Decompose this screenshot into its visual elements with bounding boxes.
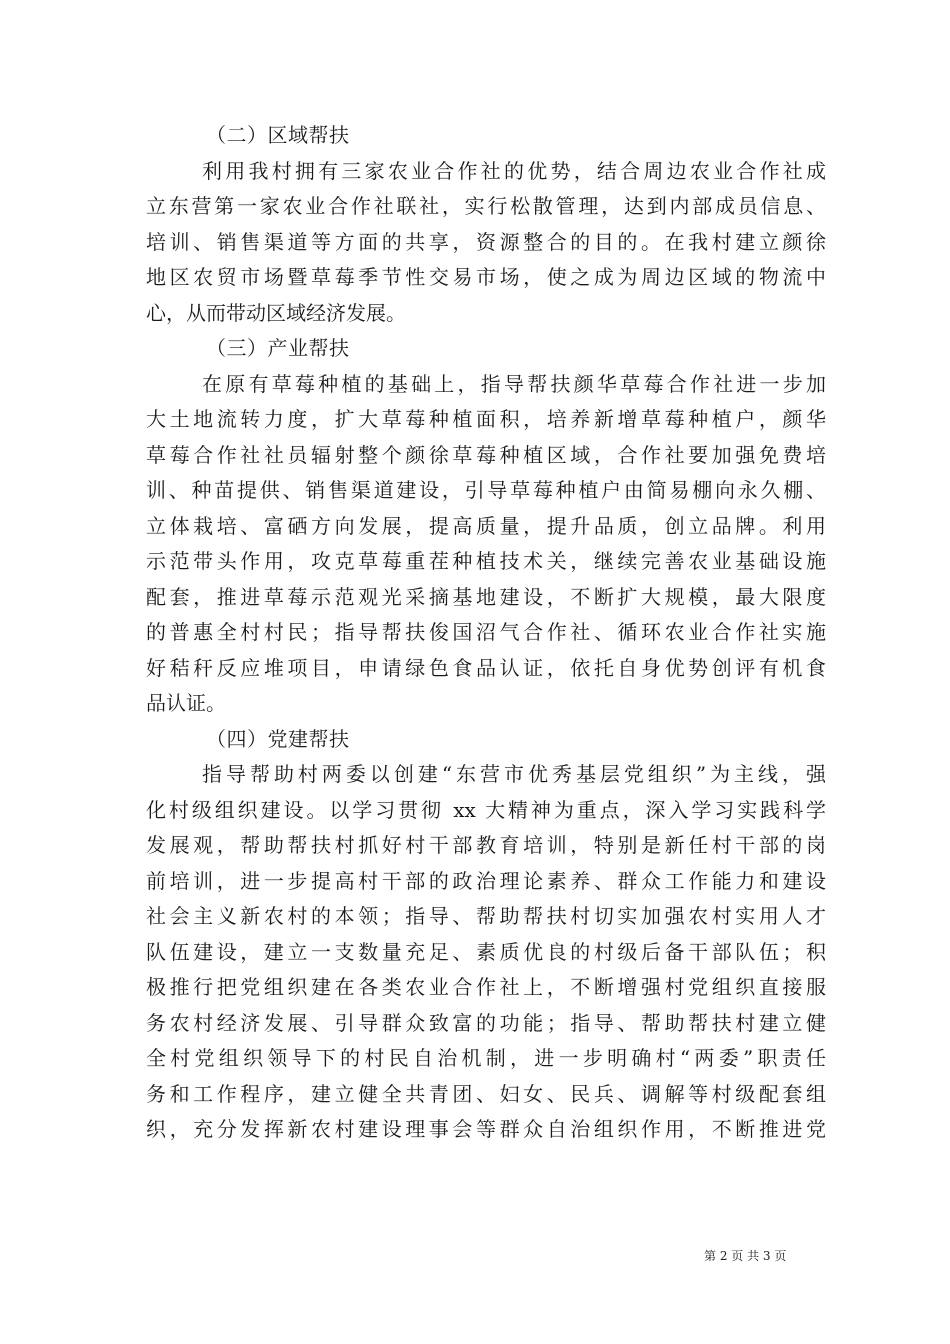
text-line: 前培训，进一步提高村干部的政治理论素养、群众工作能力和建设 — [146, 868, 826, 893]
section-heading-regional: （二）区域帮扶 — [206, 123, 350, 147]
text-line: 极推行把党组织建在各类农业合作社上，不断增强村党组织直接服 — [146, 975, 826, 999]
text-line: 在原有草莓种植的基础上，指导帮扶颜华草莓合作社进一步加 — [202, 371, 826, 396]
section-heading-party-building: （四）党建帮扶 — [206, 726, 350, 751]
text-line: 化村级组织建设。以学习贯彻 xx 大精神为重点，深入学习实践科学 — [146, 797, 826, 822]
paragraph-regional — [146, 154, 826, 332]
text-line: 地区农贸市场暨草莓季节性交易市场，使之成为周边区域的物流中 — [146, 265, 826, 289]
paragraph-party-building — [146, 757, 826, 1148]
text-line: 好秸秆反应堆项目，申请绿色食品认证，依托自身优势创评有机食 — [146, 655, 826, 680]
text-line: 示范带头作用，攻克草莓重茬种植技术关，继续完善农业基础设施 — [146, 549, 826, 573]
paragraph-industry — [146, 367, 826, 722]
text-line: 立体栽培、富硒方向发展，提高质量，提升品质，创立品牌。利用 — [146, 513, 826, 538]
text-line: 的普惠全村村民；指导帮扶俊国沼气合作社、循环农业合作社实施 — [146, 620, 826, 644]
text-line: 配套，推进草莓示范观光采摘基地建设，不断扩大规模，最大限度 — [146, 584, 826, 609]
text-line: 织，充分发挥新农村建设理事会等群众自治组织作用，不断推进党 — [146, 1117, 826, 1141]
page-number: 第 2 页 共 3 页 — [704, 1249, 787, 1263]
text-line: 务和工作程序，建立健全共青团、妇女、民兵、调解等村级配套组 — [146, 1081, 826, 1106]
text-line: 利用我村拥有三家农业合作社的优势，结合周边农业合作社成 — [202, 158, 826, 183]
text-line: 发展观，帮助帮扶村抓好村干部教育培训，特别是新任村干部的岗 — [146, 833, 826, 857]
text-line: 培训、销售渠道等方面的共享，资源整合的目的。在我村建立颜徐 — [146, 229, 826, 254]
text-line: 大土地流转力度，扩大草莓种植面积，培养新增草莓种植户，颜华 — [146, 407, 826, 431]
text-line: 队伍建设，建立一支数量充足、素质优良的村级后备干部队伍；积 — [146, 939, 826, 964]
text-line: 训、种苗提供、销售渠道建设，引导草莓种植户由简易棚向永久棚、 — [146, 478, 826, 502]
text-line: 指导帮助村两委以创建“东营市优秀基层党组织”为主线，强 — [202, 762, 826, 786]
text-line: 社会主义新农村的本领；指导、帮助帮扶村切实加强农村实用人才 — [146, 904, 826, 928]
text-line: 务农村经济发展、引导群众致富的功能；指导、帮助帮扶村建立健 — [146, 1010, 826, 1035]
text-line: 草莓合作社社员辐射整个颜徐草莓种植区域，合作社要加强免费培 — [146, 442, 826, 467]
text-line: 心，从而带动区域经济发展。 — [146, 300, 406, 325]
text-line: 品认证。 — [146, 691, 226, 715]
section-heading-industry: （三）产业帮扶 — [206, 336, 350, 360]
document-body — [146, 118, 826, 1148]
text-line: 全村党组织领导下的村民自治机制，进一步明确村“两委”职责任 — [146, 1046, 826, 1070]
text-line: 立东营第一家农业合作社联社，实行松散管理，达到内部成员信息、 — [146, 194, 826, 218]
